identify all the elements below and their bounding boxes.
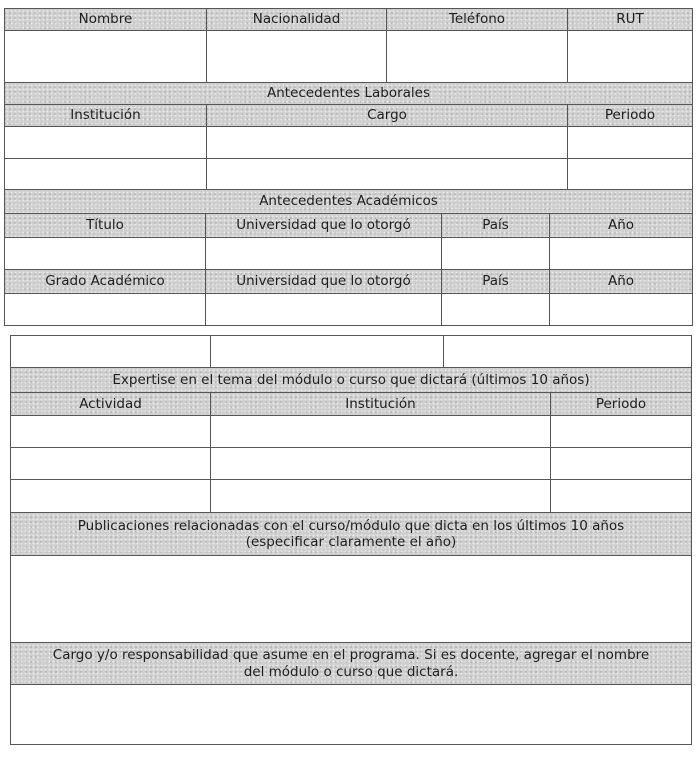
grado-pais-header: País bbox=[442, 270, 550, 294]
cargo-programa-input-row bbox=[11, 685, 692, 745]
grado-input-row bbox=[5, 294, 693, 326]
laborales-institucion-field[interactable] bbox=[5, 127, 207, 159]
nombre-field[interactable] bbox=[5, 31, 207, 83]
expertise-input-row bbox=[11, 448, 692, 480]
expertise-institucion-field[interactable] bbox=[211, 448, 551, 480]
form-table-academicos bbox=[4, 189, 693, 326]
personal-input-row bbox=[5, 31, 693, 83]
personal-header-row bbox=[5, 9, 693, 31]
expertise-title-row bbox=[11, 368, 692, 393]
form-table-bottom bbox=[10, 335, 692, 745]
titulo-input-row bbox=[5, 238, 693, 270]
anio-header: Año bbox=[550, 214, 693, 238]
actividad-field[interactable] bbox=[11, 448, 211, 480]
expertise-header-row bbox=[11, 393, 692, 416]
titulo-header-row bbox=[5, 214, 693, 238]
pais-header: País bbox=[442, 214, 550, 238]
laborales-periodo-header: Periodo bbox=[568, 105, 693, 127]
laborales-institucion-header: Institución bbox=[5, 105, 207, 127]
expertise-periodo-header: Periodo bbox=[551, 393, 692, 416]
grado-anio-field[interactable] bbox=[550, 294, 693, 326]
pais-field[interactable] bbox=[442, 238, 550, 270]
telefono-field[interactable] bbox=[387, 31, 568, 83]
laborales-title-row bbox=[5, 83, 693, 105]
laborales-input-row bbox=[5, 127, 693, 159]
laborales-cargo-field[interactable] bbox=[207, 127, 568, 159]
actividad-header: Actividad bbox=[11, 393, 211, 416]
expertise-periodo-field[interactable] bbox=[551, 480, 692, 513]
continuation-cell[interactable] bbox=[11, 336, 211, 368]
expertise-institucion-field[interactable] bbox=[211, 480, 551, 513]
expertise-institucion-header: Institución bbox=[211, 393, 551, 416]
expertise-input-row bbox=[11, 480, 692, 513]
publicaciones-title-row bbox=[11, 513, 692, 556]
grado-academico-field[interactable] bbox=[5, 294, 206, 326]
publicaciones-input-row bbox=[11, 556, 692, 643]
laborales-header-row bbox=[5, 105, 693, 127]
nacionalidad-header: Nacionalidad bbox=[207, 9, 387, 31]
cargo-programa-title: Cargo y/o responsabilidad que asume en el programa. Si es docente, agregar el nombre del módulo o curso que dictará. bbox=[11, 643, 692, 685]
antecedentes-academicos-title: Antecedentes Académicos bbox=[5, 190, 693, 214]
expertise-input-row bbox=[11, 416, 692, 448]
grado-academico-header: Grado Académico bbox=[5, 270, 206, 294]
telefono-header: Teléfono bbox=[387, 9, 568, 31]
grado-anio-header: Año bbox=[550, 270, 693, 294]
laborales-periodo-field[interactable] bbox=[568, 159, 693, 191]
cargo-programa-title-row bbox=[11, 643, 692, 685]
academicos-title-row bbox=[5, 190, 693, 214]
grado-header-row bbox=[5, 270, 693, 294]
universidad-header: Universidad que lo otorgó bbox=[206, 214, 442, 238]
laborales-institucion-field[interactable] bbox=[5, 159, 207, 191]
cargo-programa-field[interactable] bbox=[11, 685, 692, 745]
laborales-input-row bbox=[5, 159, 693, 191]
publicaciones-title: Publicaciones relacionadas con el curso/módulo que dicta en los últimos 10 años (especificar claramente el año) bbox=[11, 513, 692, 556]
laborales-periodo-field[interactable] bbox=[568, 127, 693, 159]
grado-universidad-field[interactable] bbox=[206, 294, 442, 326]
grado-pais-field[interactable] bbox=[442, 294, 550, 326]
continuation-cell[interactable] bbox=[444, 336, 692, 368]
continuation-row bbox=[11, 336, 692, 368]
expertise-institucion-field[interactable] bbox=[211, 416, 551, 448]
grado-universidad-header: Universidad que lo otorgó bbox=[206, 270, 442, 294]
expertise-periodo-field[interactable] bbox=[551, 448, 692, 480]
titulo-header: Título bbox=[5, 214, 206, 238]
laborales-cargo-header: Cargo bbox=[207, 105, 568, 127]
form-table-top bbox=[4, 8, 693, 191]
publicaciones-field[interactable] bbox=[11, 556, 692, 643]
continuation-cell[interactable] bbox=[211, 336, 444, 368]
actividad-field[interactable] bbox=[11, 416, 211, 448]
antecedentes-laborales-title: Antecedentes Laborales bbox=[5, 83, 693, 105]
laborales-cargo-field[interactable] bbox=[207, 159, 568, 191]
titulo-field[interactable] bbox=[5, 238, 206, 270]
expertise-title: Expertise en el tema del módulo o curso que dictará (últimos 10 años) bbox=[11, 368, 692, 393]
nombre-header: Nombre bbox=[5, 9, 207, 31]
expertise-periodo-field[interactable] bbox=[551, 416, 692, 448]
nacionalidad-field[interactable] bbox=[207, 31, 387, 83]
rut-field[interactable] bbox=[568, 31, 693, 83]
anio-field[interactable] bbox=[550, 238, 693, 270]
actividad-field[interactable] bbox=[11, 480, 211, 513]
rut-header: RUT bbox=[568, 9, 693, 31]
universidad-field[interactable] bbox=[206, 238, 442, 270]
